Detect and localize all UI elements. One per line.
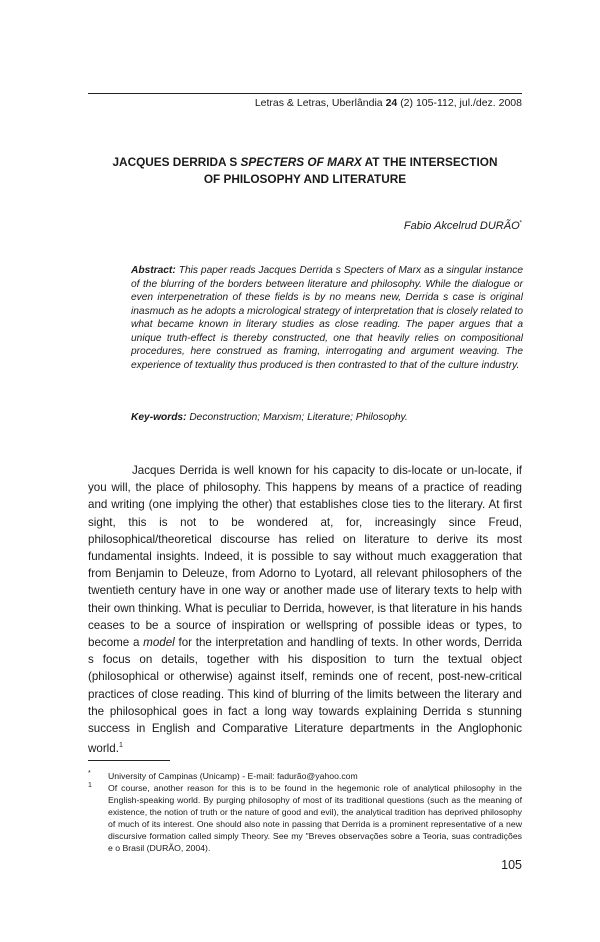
footnote-mark: 1	[88, 782, 92, 789]
journal-volume: 24	[385, 97, 398, 109]
keywords	[131, 412, 523, 423]
abstract	[131, 264, 523, 372]
footnote-1	[88, 782, 522, 854]
footnotes	[88, 770, 522, 854]
header-rule	[88, 93, 522, 94]
body-note-ref: 1	[118, 742, 123, 750]
title-line1-c: AT THE INTERSECTION	[361, 155, 498, 169]
page-number: 105	[501, 858, 522, 872]
author-name: Fabio Akcelrud DURÃO	[403, 220, 520, 232]
journal-name: Letras & Letras, Uberlândia	[254, 97, 383, 109]
body-text-part2: for the interpretation and handling of texts. In other words, Derrida s focus on details, together with his disposition to turn the textual object (philosophical or otherwise) against itself, reminds one of recent, post-new-critical practices of close reading. This kind of blurring of the limits between the literary and the philosophical goes in fact a long way towards explaining Derrida s stunning success in English and Comparative Literature departments in the Anglophonic world.	[88, 636, 522, 756]
abstract-text: This paper reads Jacques Derrida s Specters of Marx as a singular instance of the blurring of the borders between literature and philosophy. While the dialogue or even interpenetration of these fields is by no means new, Derrida s case is original inasmuch as he adopts a micrological strategy of interpretation that is closely related to what became known in literary studies as close reading. The paper argues that a unique truth-effect is thereby constructed, one that heavily relies on compositional procedures, here construed as framing, interrogating and argument weaving. The experience of textuality thus produced is then contrasted to that of the culture industry.	[131, 265, 523, 371]
title-line1-a: JACQUES DERRIDA S	[112, 155, 241, 169]
issue-pages-date: (2) 105-112, jul./dez. 2008	[400, 97, 522, 109]
title-line2: OF PHILOSOPHY AND LITERATURE	[203, 172, 407, 186]
keywords-label: Key-words:	[131, 412, 187, 423]
footnote-mark: *	[88, 770, 91, 777]
body-text-part1: Jacques Derrida is well known for his capacity to dis-locate or un-locate, if you will, the place of philosophy. This happens by means of a practice of reading and writing (one implying the other) that establishes close ties to the literary. At first sight, this is not to be wondered at, for, increasingly since Freud, philosophical/theoretical discourse has relied on literature to derive its most fundamental insights. Indeed, it is possible to say without much exaggeration that from Benjamin to Deleuze, from Adorno to Lyotard, all relevant philosophers of the twentieth century have in one way or another made use of literary texts to help with their own thinking. What is peculiar to Derrida, however, is that literature in his hands ceases to be a source of inspiration or wellspring of possible ideas or types, to become a	[88, 464, 522, 650]
keywords-text: Deconstruction; Marxism; Literature; Philosophy.	[189, 412, 408, 423]
footnote-text: University of Campinas (Unicamp) - E-mail: fadurão@yahoo.com	[108, 771, 358, 781]
article-title	[88, 154, 522, 188]
body-paragraph	[88, 462, 522, 757]
footnote-rule	[88, 760, 170, 761]
title-book-italic: SPECTERS OF MARX	[240, 155, 362, 169]
abstract-label: Abstract:	[131, 265, 176, 276]
footnote-affiliation	[88, 770, 522, 782]
footnote-text: Of course, another reason for this is to be found in the hegemonic role of analytical philosophy in the English-speaking world. By purging philosophy of most of its traditional questions (such as the meaning of existence, the notion of truth or the nature of good and evil), the analytical tradition has deprived philosophy of much of its interest. One should also note in passing that Derrida is a prominent representative of a new discursive formation called simply Theory. See my "Breves observações sobre a Teoria, suas contradições e o Brasil (DURÃO, 2004).	[108, 783, 522, 853]
body-model-word: model	[143, 636, 175, 650]
author-footnote-mark: *	[519, 220, 522, 227]
author-byline	[404, 220, 522, 232]
running-head	[255, 97, 522, 109]
